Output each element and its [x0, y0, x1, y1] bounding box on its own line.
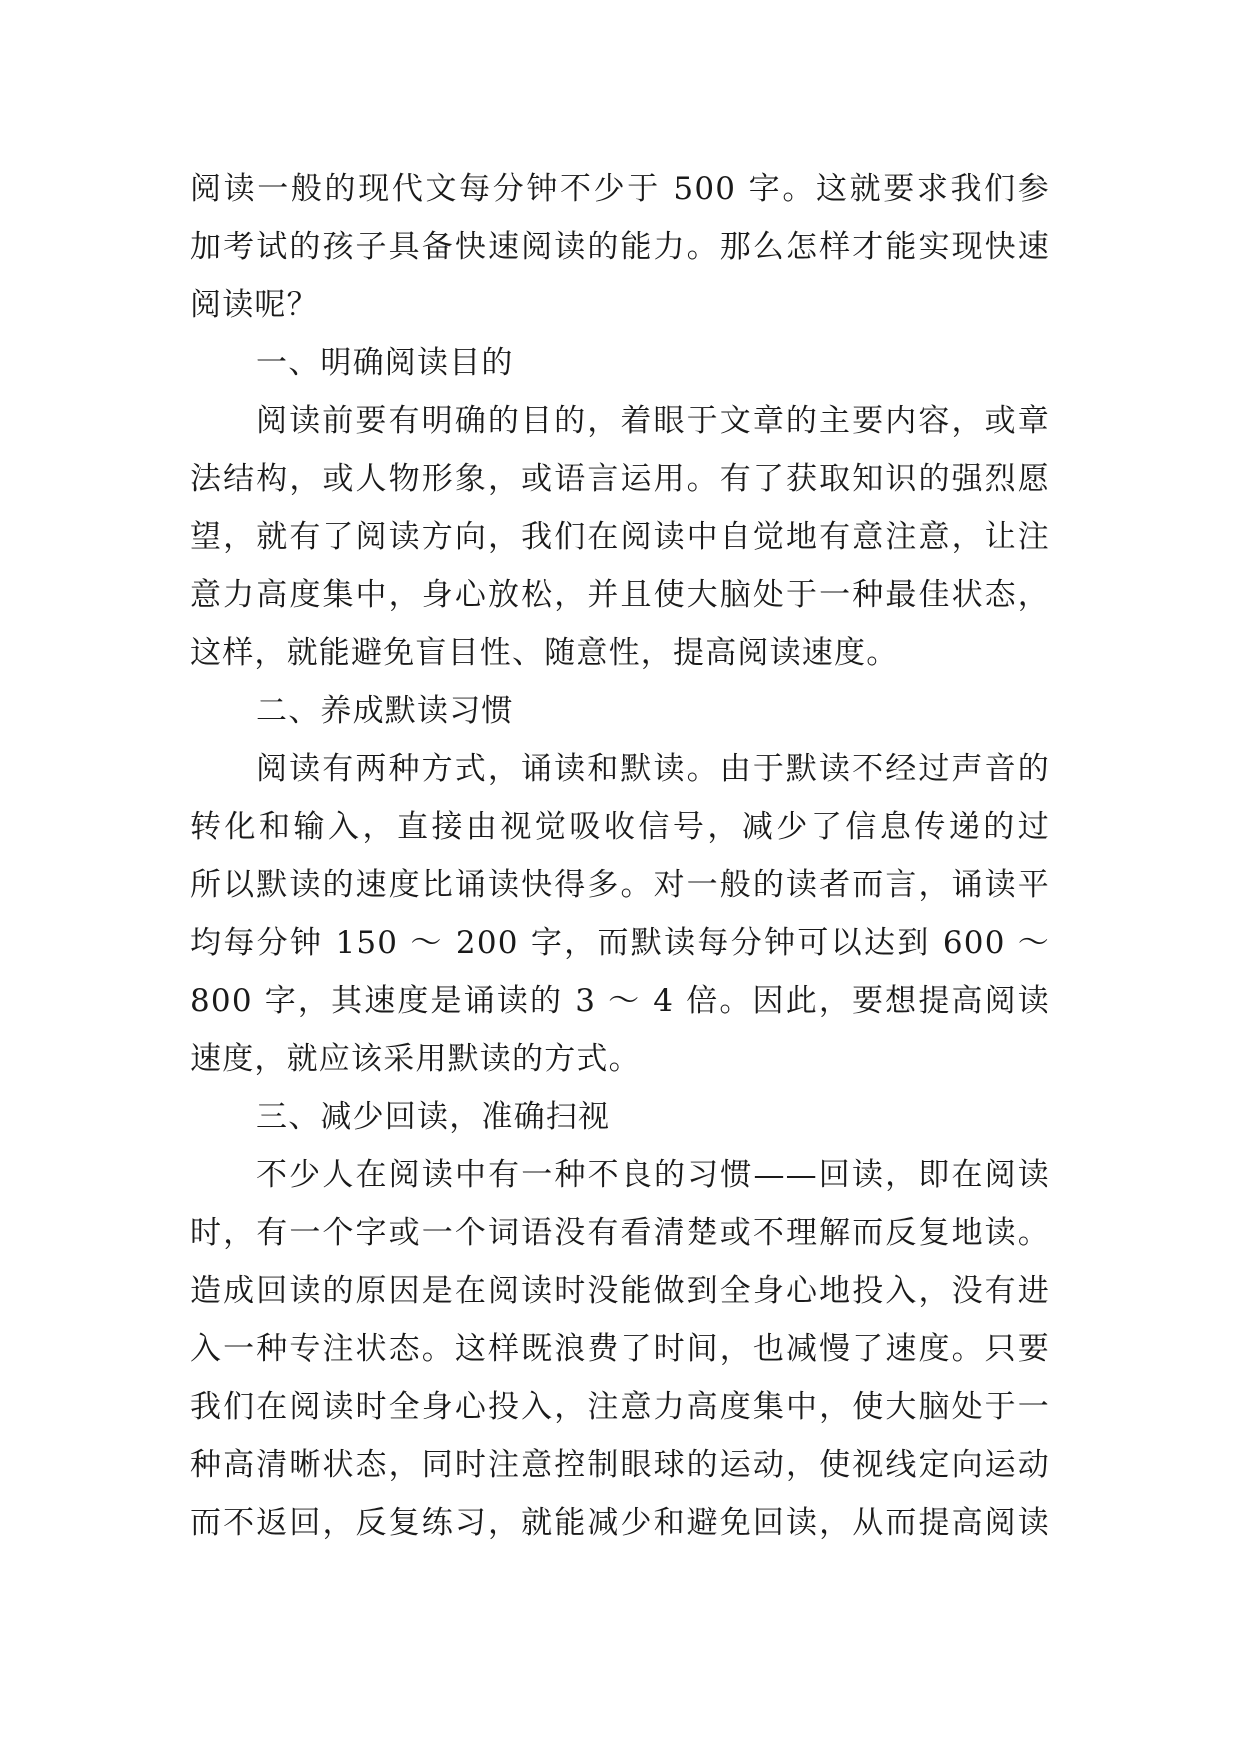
section-heading: 一、明确阅读目的	[256, 345, 514, 381]
text-line: 我们在阅读时全身心投入，注意力高度集中，使大脑处于一	[190, 1389, 1050, 1425]
text-line: 造成回读的原因是在阅读时没能做到全身心地投入，没有进	[190, 1273, 1050, 1309]
text-line: 而不返回，反复练习，就能减少和避免回读，从而提高阅读	[190, 1505, 1050, 1541]
text-line: 阅读有两种方式，诵读和默读。由于默读不经过声音的	[256, 751, 1050, 787]
section-heading: 三、减少回读，准确扫视	[256, 1099, 611, 1135]
text-line: 这样，就能避免盲目性、随意性，提高阅读速度。	[190, 635, 899, 671]
text-line: 望，就有了阅读方向，我们在阅读中自觉地有意注意，让注	[190, 519, 1050, 555]
text-line: 时，有一个字或一个词语没有看清楚或不理解而反复地读。	[190, 1215, 1050, 1251]
text-line: 加考试的孩子具备快速阅读的能力。那么怎样才能实现快速	[190, 229, 1050, 265]
text-line: 入一种专注状态。这样既浪费了时间，也减慢了速度。只要	[190, 1331, 1050, 1367]
text-line: 法结构，或人物形象，或语言运用。有了获取知识的强烈愿	[190, 461, 1050, 497]
text-line: 阅读前要有明确的目的，着眼于文章的主要内容，或章	[256, 403, 1050, 439]
body-text	[190, 160, 1050, 1552]
text-line: 阅读呢？	[190, 287, 319, 323]
section-heading: 二、养成默读习惯	[256, 693, 514, 729]
text-line: 转化和输入，直接由视觉吸收信号，减少了信息传递的过	[190, 809, 1050, 845]
text-line: 阅读一般的现代文每分钟不少于 500 字。这就要求我们参	[190, 171, 1050, 207]
text-line: 种高清晰状态，同时注意控制眼球的运动，使视线定向运动	[190, 1447, 1050, 1483]
text-line: 意力高度集中，身心放松，并且使大脑处于一种最佳状态，	[190, 577, 1050, 613]
text-line: 不少人在阅读中有一种不良的习惯——回读，即在阅读	[256, 1157, 1050, 1193]
text-line: 800 字，其速度是诵读的 3 ～ 4 倍。因此，要想提高阅读	[190, 983, 1050, 1019]
text-line: 所以默读的速度比诵读快得多。对一般的读者而言，诵读平	[190, 867, 1050, 903]
text-line: 速度，就应该采用默读的方式。	[190, 1041, 641, 1077]
text-line: 均每分钟 150 ～ 200 字，而默读每分钟可以达到 600 ～	[190, 925, 1050, 961]
